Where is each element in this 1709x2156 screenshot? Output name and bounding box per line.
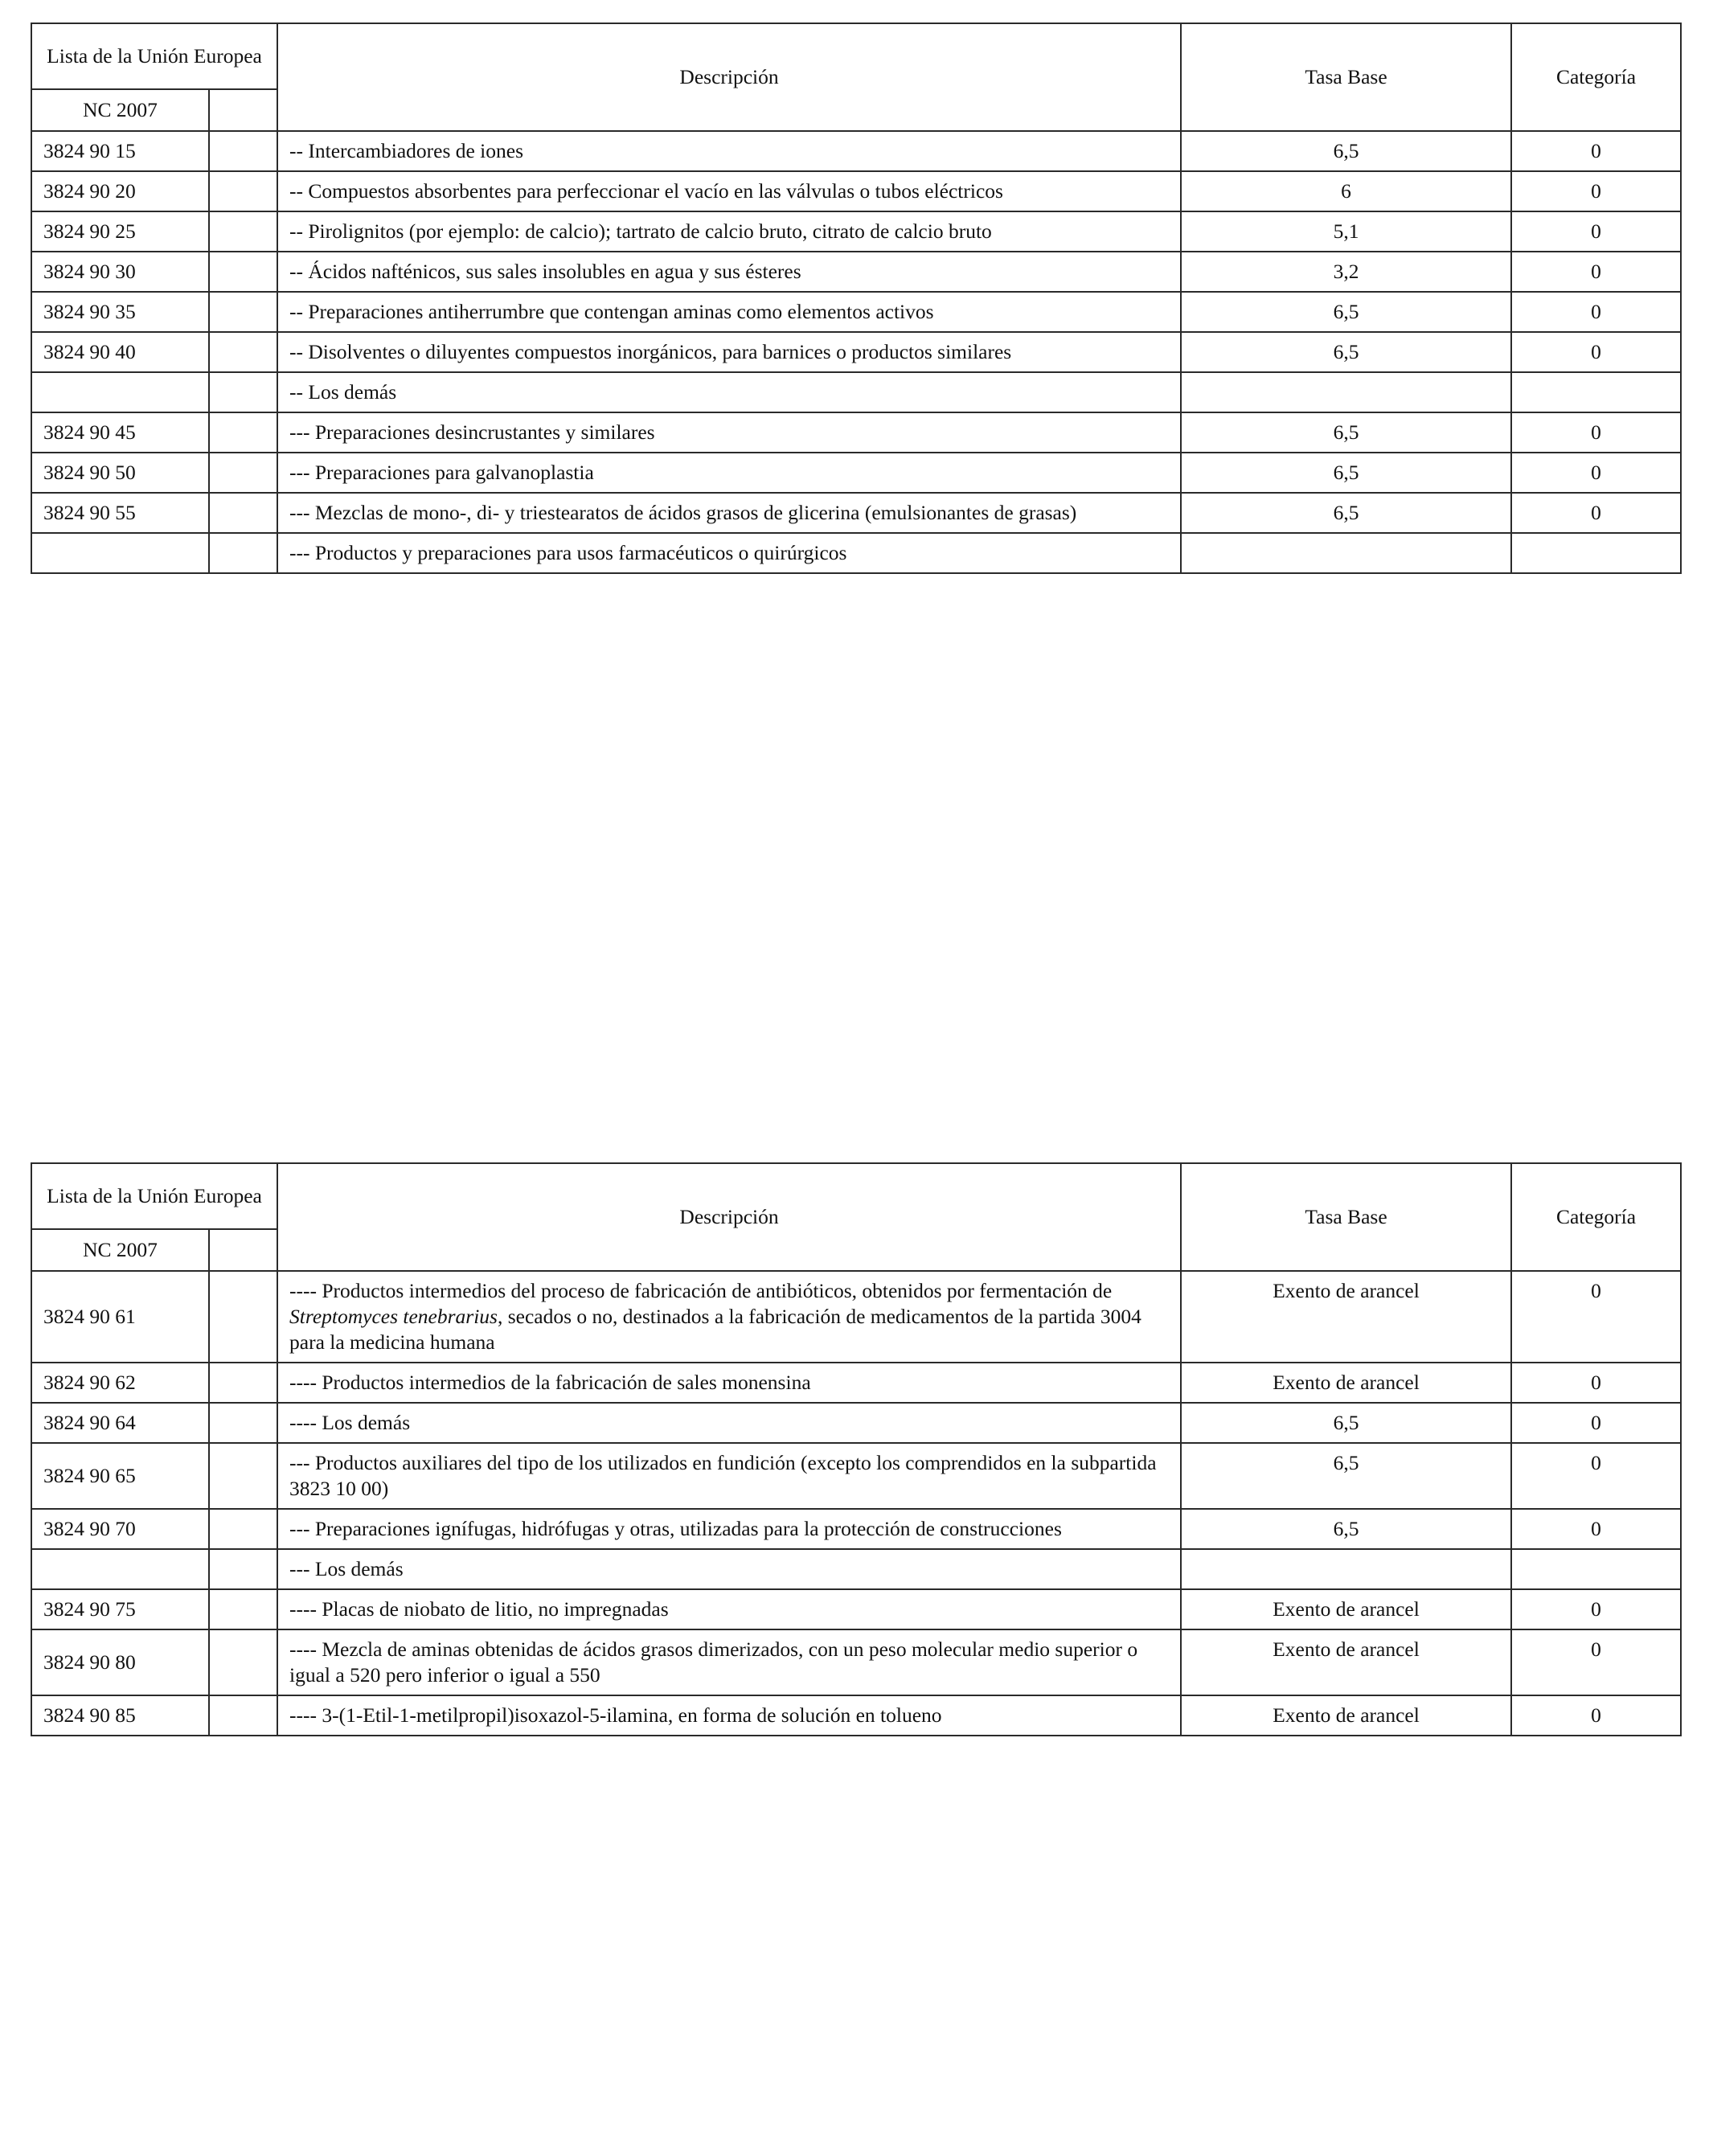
nc-code: 3824 90 85 bbox=[31, 1695, 209, 1736]
species-name: Streptomyces tenebrarius bbox=[289, 1305, 498, 1328]
description: -- Los demás bbox=[277, 372, 1181, 412]
description: --- Preparaciones desincrustantes y similares bbox=[277, 412, 1181, 453]
description: --- Preparaciones para galvanoplastia bbox=[277, 453, 1181, 493]
table-row bbox=[31, 1629, 1681, 1695]
tasa-base bbox=[1181, 372, 1511, 412]
blank-cell bbox=[209, 1629, 277, 1695]
categoria: 0 bbox=[1511, 292, 1681, 332]
tasa-base: 6,5 bbox=[1181, 332, 1511, 372]
table-row bbox=[31, 372, 1681, 412]
tasa-base: 6,5 bbox=[1181, 131, 1511, 171]
description: -- Ácidos nafténicos, sus sales insolubles en agua y sus ésteres bbox=[277, 252, 1181, 292]
table-row bbox=[31, 1509, 1681, 1549]
categoria bbox=[1511, 1549, 1681, 1589]
nc-code: 3824 90 30 bbox=[31, 252, 209, 292]
blank-cell bbox=[209, 131, 277, 171]
blank-cell bbox=[209, 252, 277, 292]
header-blank-cell bbox=[209, 1229, 277, 1271]
description: -- Disolventes o diluyentes compuestos inorgánicos, para barnices o productos similares bbox=[277, 332, 1181, 372]
description: ---- Placas de niobato de litio, no impregnadas bbox=[277, 1589, 1181, 1629]
categoria: 0 bbox=[1511, 453, 1681, 493]
table-row bbox=[31, 453, 1681, 493]
blank-cell bbox=[209, 1403, 277, 1443]
table-row bbox=[31, 131, 1681, 171]
description: ---- Mezcla de aminas obtenidas de ácidos grasos dimerizados, con un peso molecular medio superior o igual a 520 pero inferior o igual a 550 bbox=[277, 1629, 1181, 1695]
header-descripcion: Descripción bbox=[277, 23, 1181, 131]
tasa-base: 5,1 bbox=[1181, 211, 1511, 252]
table-row bbox=[31, 493, 1681, 533]
nc-code: 3824 90 61 bbox=[31, 1271, 209, 1363]
tasa-base bbox=[1181, 533, 1511, 573]
table-row bbox=[31, 1549, 1681, 1589]
description: --- Productos y preparaciones para usos farmacéuticos o quirúrgicos bbox=[277, 533, 1181, 573]
categoria: 0 bbox=[1511, 1403, 1681, 1443]
header-categoria: Categoría bbox=[1511, 23, 1681, 131]
description: --- Preparaciones ignífugas, hidrófugas y otras, utilizadas para la protección de construcciones bbox=[277, 1509, 1181, 1549]
blank-cell bbox=[209, 533, 277, 573]
header-lista-union-europea: Lista de la Unión Europea bbox=[31, 23, 277, 89]
tasa-base: Exento de arancel bbox=[1181, 1629, 1511, 1695]
blank-cell bbox=[209, 1363, 277, 1403]
description: ---- Los demás bbox=[277, 1403, 1181, 1443]
table-row bbox=[31, 1589, 1681, 1629]
nc-code: 3824 90 25 bbox=[31, 211, 209, 252]
nc-code: 3824 90 64 bbox=[31, 1403, 209, 1443]
blank-cell bbox=[209, 372, 277, 412]
description: --- Mezclas de mono-, di- y triestearatos de ácidos grasos de glicerina (emulsionantes de grasas) bbox=[277, 493, 1181, 533]
nc-code: 3824 90 70 bbox=[31, 1509, 209, 1549]
tasa-base: 6,5 bbox=[1181, 412, 1511, 453]
categoria: 0 bbox=[1511, 131, 1681, 171]
table-row bbox=[31, 1403, 1681, 1443]
categoria: 0 bbox=[1511, 493, 1681, 533]
nc-code: 3824 90 35 bbox=[31, 292, 209, 332]
table-row bbox=[31, 1363, 1681, 1403]
nc-code: 3824 90 80 bbox=[31, 1629, 209, 1695]
table-row bbox=[31, 1271, 1681, 1363]
nc-code bbox=[31, 533, 209, 573]
header-blank-cell bbox=[209, 89, 277, 131]
tasa-base: 3,2 bbox=[1181, 252, 1511, 292]
header-categoria: Categoría bbox=[1511, 1163, 1681, 1271]
header-tasa-base: Tasa Base bbox=[1181, 23, 1511, 131]
tasa-base: 6,5 bbox=[1181, 453, 1511, 493]
categoria: 0 bbox=[1511, 1589, 1681, 1629]
categoria: 0 bbox=[1511, 412, 1681, 453]
table-row bbox=[31, 332, 1681, 372]
nc-code: 3824 90 45 bbox=[31, 412, 209, 453]
categoria bbox=[1511, 533, 1681, 573]
table-row bbox=[31, 211, 1681, 252]
categoria: 0 bbox=[1511, 252, 1681, 292]
blank-cell bbox=[209, 1589, 277, 1629]
tasa-base: Exento de arancel bbox=[1181, 1589, 1511, 1629]
tasa-base: 6,5 bbox=[1181, 493, 1511, 533]
description: --- Productos auxiliares del tipo de los utilizados en fundición (excepto los comprendidos en la subpartida 3823 10 00) bbox=[277, 1443, 1181, 1509]
table-row bbox=[31, 252, 1681, 292]
table-row bbox=[31, 533, 1681, 573]
blank-cell bbox=[209, 171, 277, 211]
description: -- Compuestos absorbentes para perfeccionar el vacío en las válvulas o tubos eléctricos bbox=[277, 171, 1181, 211]
header-nc-2007: NC 2007 bbox=[31, 89, 209, 131]
nc-code: 3824 90 55 bbox=[31, 493, 209, 533]
header-tasa-base: Tasa Base bbox=[1181, 1163, 1511, 1271]
blank-cell bbox=[209, 453, 277, 493]
table-row bbox=[31, 1695, 1681, 1736]
nc-code: 3824 90 62 bbox=[31, 1363, 209, 1403]
blank-cell bbox=[209, 1549, 277, 1589]
tasa-base: 6,5 bbox=[1181, 1509, 1511, 1549]
blank-cell bbox=[209, 211, 277, 252]
nc-code: 3824 90 20 bbox=[31, 171, 209, 211]
categoria: 0 bbox=[1511, 1271, 1681, 1363]
tasa-base: 6,5 bbox=[1181, 292, 1511, 332]
description: ---- 3-(1-Etil-1-metilpropil)isoxazol-5-ilamina, en forma de solución en tolueno bbox=[277, 1695, 1181, 1736]
tasa-base: Exento de arancel bbox=[1181, 1363, 1511, 1403]
categoria: 0 bbox=[1511, 1363, 1681, 1403]
blank-cell bbox=[209, 332, 277, 372]
description: --- Los demás bbox=[277, 1549, 1181, 1589]
categoria: 0 bbox=[1511, 1509, 1681, 1549]
categoria: 0 bbox=[1511, 1629, 1681, 1695]
categoria: 0 bbox=[1511, 1695, 1681, 1736]
blank-cell bbox=[209, 292, 277, 332]
table-row bbox=[31, 1443, 1681, 1509]
nc-code: 3824 90 15 bbox=[31, 131, 209, 171]
nc-code: 3824 90 75 bbox=[31, 1589, 209, 1629]
nc-code: 3824 90 50 bbox=[31, 453, 209, 493]
categoria: 0 bbox=[1511, 211, 1681, 252]
nc-code bbox=[31, 372, 209, 412]
nc-code: 3824 90 65 bbox=[31, 1443, 209, 1509]
tasa-base: Exento de arancel bbox=[1181, 1695, 1511, 1736]
tasa-base bbox=[1181, 1549, 1511, 1589]
nc-code bbox=[31, 1549, 209, 1589]
blank-cell bbox=[209, 412, 277, 453]
header-descripcion: Descripción bbox=[277, 1163, 1181, 1271]
blank-cell bbox=[209, 1509, 277, 1549]
description: -- Pirolignitos (por ejemplo: de calcio); tartrato de calcio bruto, citrato de calcio bruto bbox=[277, 211, 1181, 252]
categoria bbox=[1511, 372, 1681, 412]
tariff-table-2 bbox=[31, 1162, 1682, 1736]
tasa-base: 6,5 bbox=[1181, 1443, 1511, 1509]
description-part: , secados o no, destinados a la fabricación de medicamentos de la partida 3004 para la medicina humana bbox=[289, 1305, 1141, 1354]
nc-code: 3824 90 40 bbox=[31, 332, 209, 372]
table-row bbox=[31, 292, 1681, 332]
description-part: ---- Productos intermedios del proceso de fabricación de antibióticos, obtenidos por fermentación de bbox=[289, 1279, 1113, 1302]
table-row bbox=[31, 171, 1681, 211]
blank-cell bbox=[209, 1271, 277, 1363]
header-lista-union-europea: Lista de la Unión Europea bbox=[31, 1163, 277, 1229]
categoria: 0 bbox=[1511, 332, 1681, 372]
tariff-table-1 bbox=[31, 23, 1682, 574]
description: ---- Productos intermedios de la fabricación de sales monensina bbox=[277, 1363, 1181, 1403]
tasa-base: 6,5 bbox=[1181, 1403, 1511, 1443]
header-nc-2007: NC 2007 bbox=[31, 1229, 209, 1271]
description: -- Intercambiadores de iones bbox=[277, 131, 1181, 171]
description: -- Preparaciones antiherrumbre que contengan aminas como elementos activos bbox=[277, 292, 1181, 332]
blank-cell bbox=[209, 493, 277, 533]
description bbox=[277, 1271, 1181, 1363]
blank-cell bbox=[209, 1443, 277, 1509]
table-row bbox=[31, 412, 1681, 453]
categoria: 0 bbox=[1511, 171, 1681, 211]
tasa-base: 6 bbox=[1181, 171, 1511, 211]
categoria: 0 bbox=[1511, 1443, 1681, 1509]
tasa-base: Exento de arancel bbox=[1181, 1271, 1511, 1363]
blank-cell bbox=[209, 1695, 277, 1736]
